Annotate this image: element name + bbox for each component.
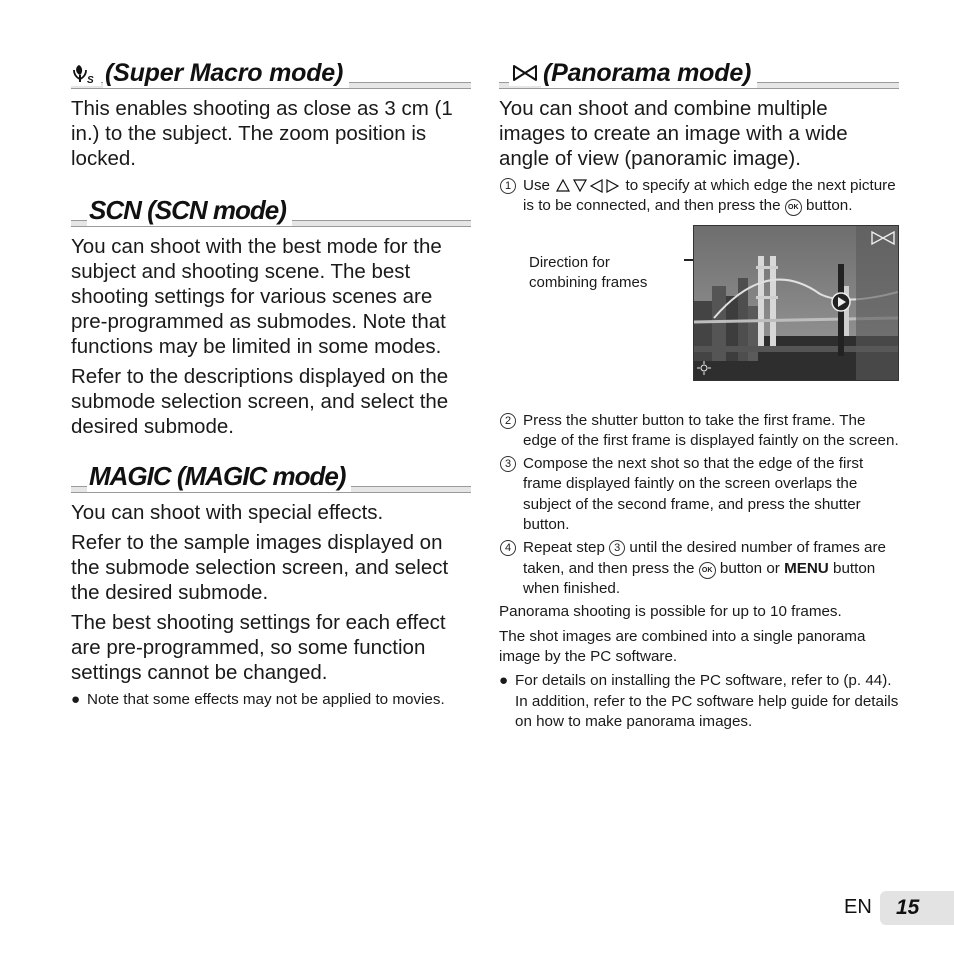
arrow-up-icon: [556, 179, 570, 192]
step1-pre: Use: [523, 177, 551, 194]
bullet-marker: ●: [499, 672, 509, 690]
super-macro-body: This enables shooting as close as 3 cm (1 in.) to the subject. The zoom position is locked.: [71, 97, 453, 170]
arrow-keys-icon: [556, 179, 619, 193]
panorama-figure: [499, 225, 899, 403]
panorama-note-2: The shot images are combined into a single panorama image by the PC software.: [499, 627, 866, 665]
magic-bullet-note: [71, 690, 471, 711]
step-reference-number: 3: [609, 540, 625, 556]
panorama-step-1: [499, 176, 899, 217]
scn-title-text: (SCN mode): [147, 195, 286, 225]
step4-pre: Repeat step: [523, 539, 605, 557]
step4-end: button when finished.: [523, 559, 876, 597]
scn-title: [87, 195, 292, 226]
step4-mid: until the desired number of frames are taken, and then press the: [523, 539, 887, 577]
right-column: [499, 58, 899, 733]
ok-button-icon: OK: [785, 199, 802, 216]
scn-paragraph-2: Refer to the descriptions displayed on the submode selection screen, and select the desired submode.: [71, 365, 449, 438]
scn-paragraph-1: You can shoot with the best mode for the subject and shooting scene. The best shooting settings for various scenes are pre-programmed as submodes. Note that functions may be limited in some modes.: [71, 235, 446, 358]
magic-paragraph-3: The best shooting settings for each effect are pre-programmed, so some function settings cannot be changed.: [71, 611, 446, 684]
magic-title-text: (MAGIC mode): [176, 461, 346, 491]
magic-paragraph-1: You can shoot with special effects.: [71, 501, 384, 524]
super-macro-icon: [71, 60, 101, 86]
panorama-title: (Panorama mode): [541, 59, 757, 88]
panorama-note-1: Panorama shooting is possible for up to 10 frames.: [499, 603, 842, 621]
footer-language: EN: [844, 896, 872, 918]
menu-button-label: MENU: [784, 559, 829, 577]
step4-or: button or: [719, 559, 780, 577]
magic-title-prefix: MAGIC: [89, 461, 171, 491]
step1-post: to specify at which edge the next picture is to be connected, and then press the: [523, 177, 896, 215]
panorama-bullet-note: [499, 671, 899, 733]
panorama-step-4: [499, 538, 899, 599]
step-number: 1: [500, 178, 516, 194]
camera-screen-image: [693, 225, 899, 381]
step-number: 3: [500, 456, 516, 472]
arrow-down-icon: [573, 179, 587, 192]
super-macro-heading: [71, 58, 471, 92]
left-column: [71, 58, 471, 711]
scn-title-prefix: SCN: [89, 195, 141, 225]
magic-paragraph-2: Refer to the sample images displayed on the submode selection screen, and select the desired submode.: [71, 531, 449, 604]
figure-callout-label: Direction for combining frames: [529, 253, 648, 291]
scn-heading: [71, 196, 471, 230]
arrow-left-icon: [590, 179, 603, 193]
panorama-step-2: [499, 411, 899, 452]
arrow-right-icon: [606, 179, 619, 193]
super-macro-title: (Super Macro mode): [103, 59, 349, 88]
panorama-heading: [499, 58, 899, 92]
ok-button-icon: OK: [699, 562, 716, 579]
step-number: 4: [500, 540, 516, 556]
magic-title: [87, 461, 351, 492]
step2-text: Press the shutter button to take the first frame. The edge of the first frame is displayed faintly on the screen.: [523, 411, 899, 449]
step3-text: Compose the next shot so that the edge of the first frame displayed faintly on the screen overlaps the subject of the second frame, and press the shutter button.: [523, 455, 864, 534]
magic-heading: [71, 462, 471, 496]
bridge-photo: [694, 226, 898, 380]
panorama-icon: [509, 60, 541, 86]
svg-text:S: S: [87, 75, 94, 85]
magic-bullet-text: Note that some effects may not be applied to movies.: [87, 691, 445, 708]
panorama-intro: You can shoot and combine multiple images to create an image with a wide angle of view (panoramic image).: [499, 97, 848, 170]
panorama-bullet-text: For details on installing the PC software, refer to (p. 44). In addition, refer to the PC software help guide for details on how to make panorama images.: [515, 672, 899, 731]
step-number: 2: [500, 413, 516, 429]
panorama-step-3: [499, 454, 899, 535]
step1-end: button.: [806, 197, 853, 215]
page-number: 15: [880, 891, 954, 925]
bullet-marker: ●: [71, 691, 81, 708]
